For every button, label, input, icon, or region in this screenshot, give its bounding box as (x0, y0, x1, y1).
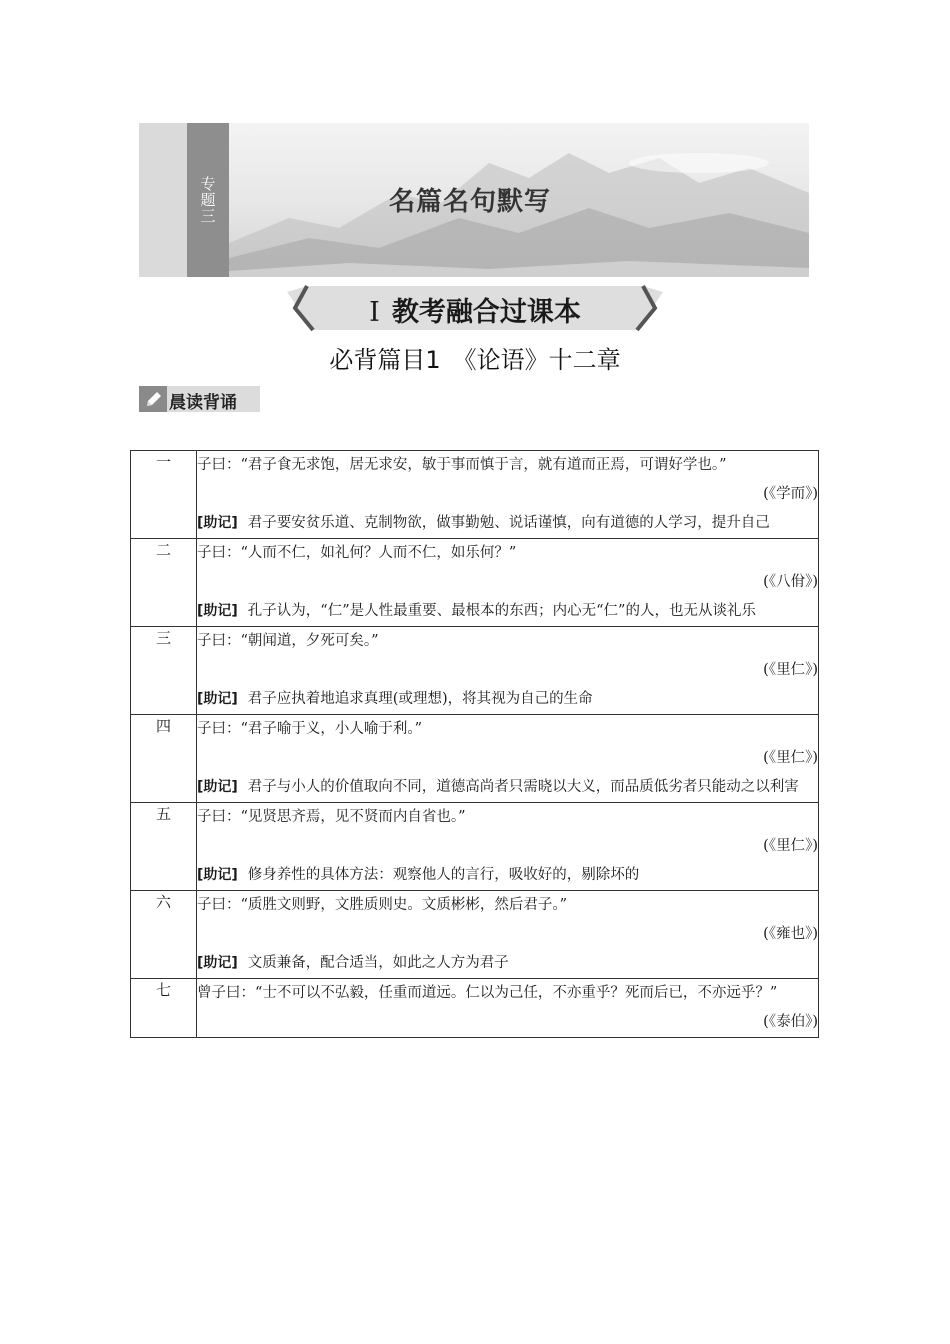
table-row (131, 891, 819, 979)
chapter-content (197, 979, 819, 1038)
chapter-number: 四 (131, 715, 197, 803)
section-header (285, 284, 665, 332)
chapter-note (197, 509, 818, 538)
chapter-source: (《里仁》) (763, 662, 818, 678)
note-label: [助记] (197, 691, 238, 707)
banner-tab (187, 123, 229, 277)
pen-icon (139, 386, 167, 412)
chapter-content (197, 803, 819, 891)
chapter-content (197, 627, 819, 715)
note-text: 修身养性的具体方法：观察他人的言行，吸收好的，剔除坏的 (247, 867, 640, 883)
note-text: 君子应执着地追求真理(或理想)，将其视为自己的生命 (247, 691, 593, 707)
note-text: 君子与小人的价值取向不同，道德高尚者只需晓以大义，而品质低劣者只能动之以利害 (247, 779, 799, 795)
chapter-number: 六 (131, 891, 197, 979)
table-row (131, 627, 819, 715)
chapter-note (197, 773, 818, 802)
section-number: Ⅰ (369, 297, 380, 328)
chapter-quote: 子曰：“人而不仁，如礼何？人而不仁，如乐何？” (197, 545, 517, 561)
table-row (131, 715, 819, 803)
chapter-source: (《泰伯》) (763, 1014, 818, 1030)
table-row (131, 803, 819, 891)
table-row (131, 979, 819, 1038)
chapter-content (197, 451, 819, 539)
chapter-quote: 子曰：“君子食无求饱，居无求安，敏于事而慎于言，就有道而正焉，可谓好学也。” (197, 457, 727, 473)
chapter-number: 一 (131, 451, 197, 539)
chapter-content (197, 891, 819, 979)
note-label: [助记] (197, 779, 238, 795)
tag-label: 晨读背诵 (169, 393, 237, 413)
note-label: [助记] (197, 515, 238, 531)
table-row (131, 451, 819, 539)
chapter-quote: 子曰：“质胜文则野，文胜质则史。文质彬彬，然后君子。” (197, 897, 568, 913)
morning-reading-tag (139, 386, 260, 412)
chapter-quote: 子曰：“见贤思齐焉，见不贤而内自省也。” (197, 809, 466, 825)
page-subtitle: 必背篇目1 《论语》十二章 (329, 346, 621, 374)
chapter-source: (《里仁》) (763, 838, 818, 854)
section-title-text: 教考融合过课本 (391, 297, 581, 328)
chapter-content (197, 715, 819, 803)
chapter-number: 三 (131, 627, 197, 715)
chapter-quote: 子曰：“朝闻道，夕死可矣。” (197, 633, 379, 649)
banner-title: 名篇名句默写 (389, 187, 552, 217)
note-label: [助记] (197, 955, 238, 971)
chapters-table (130, 450, 819, 1038)
chapter-note (197, 597, 818, 626)
section-title (285, 290, 665, 329)
note-text: 君子要安贫乐道、克制物欲，做事勤勉、说话谨慎，向有道德的人学习，提升自己 (247, 515, 770, 531)
chapter-quote: 子曰：“君子喻于义，小人喻于利。” (197, 721, 423, 737)
chapter-source: (《里仁》) (763, 750, 818, 766)
chapter-number: 二 (131, 539, 197, 627)
note-label: [助记] (197, 867, 238, 883)
chapter-number: 五 (131, 803, 197, 891)
chapter-source: (《学而》) (763, 486, 818, 502)
table-row (131, 539, 819, 627)
note-label: [助记] (197, 603, 238, 619)
chapter-note (197, 685, 818, 714)
chapter-content (197, 539, 819, 627)
banner-left-strip (139, 123, 187, 277)
chapter-banner (139, 123, 809, 277)
note-text: 文质兼备，配合适当，如此之人方为君子 (247, 955, 509, 971)
chapter-note (197, 861, 818, 890)
chapter-source: (《雍也》) (763, 926, 818, 942)
chapter-source: (《八佾》) (763, 574, 818, 590)
chapter-note (197, 949, 818, 978)
chapter-quote: 曾子曰：“士不可以不弘毅，任重而道远。仁以为己任，不亦重乎？死而后已，不亦远乎？” (197, 985, 778, 1001)
chapter-number: 七 (131, 979, 197, 1038)
note-text: 孔子认为，“仁”是人性最重要、最根本的东西；内心无“仁”的人，也无从谈礼乐 (247, 603, 756, 619)
banner-tab-label: 专题三 (198, 176, 217, 224)
